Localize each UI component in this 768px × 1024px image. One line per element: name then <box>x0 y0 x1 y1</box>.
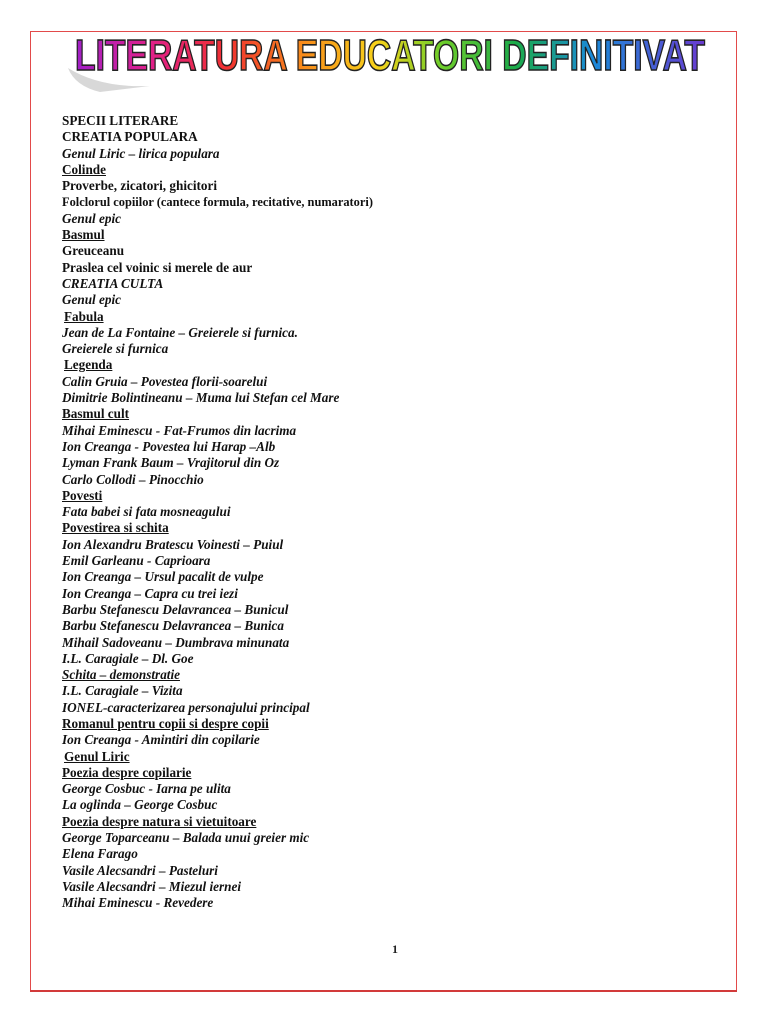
list-line: CREATIA POPULARA <box>62 129 198 145</box>
list-line: Folclorul copiilor (cantece formula, recitative, numaratori) <box>62 195 373 210</box>
literature-list <box>62 113 682 912</box>
title-banner <box>60 30 720 92</box>
list-line: Ion Creanga – Ursul pacalit de vulpe <box>62 569 264 585</box>
list-line: Ion Creanga – Capra cu trei iezi <box>62 585 238 601</box>
list-line: Genul epic <box>62 210 121 226</box>
list-line: Vasile Alecsandri – Pasteluri <box>62 862 218 878</box>
list-line: Ion Alexandru Bratescu Voinesti – Puiul <box>62 536 284 552</box>
list-line: Ion Creanga - Amintiri din copilarie <box>62 732 260 748</box>
list-line: Elena Farago <box>62 846 138 862</box>
list-line: Basmul cult <box>62 406 130 422</box>
list-line: Dimitrie Bolintineanu – Muma lui Stefan cel Mare <box>62 390 340 406</box>
list-line: Legenda <box>64 357 113 373</box>
list-line: Praslea cel voinic si merele de aur <box>62 259 253 275</box>
list-line: Genul Liric <box>64 748 130 764</box>
list-line: Poezia despre natura si vietuitoare <box>62 813 257 829</box>
list-line: Vasile Alecsandri – Miezul iernei <box>62 878 242 894</box>
list-line: Barbu Stefanescu Delavrancea – Bunicul <box>62 601 289 617</box>
list-line: Lyman Frank Baum – Vrajitorul din Oz <box>62 455 280 471</box>
list-line: Povestirea si schita <box>62 520 169 536</box>
list-line: Mihai Eminescu - Revedere <box>62 895 214 911</box>
list-line: Poezia despre copilarie <box>62 764 192 780</box>
list-line: Greierele si furnica <box>62 341 169 357</box>
list-line: Jean de La Fontaine – Greierele si furnica. <box>62 324 298 340</box>
list-line: Greuceanu <box>62 243 125 259</box>
list-line: George Cosbuc - Iarna pe ulita <box>62 781 231 797</box>
list-line: George Toparceanu – Balada unui greier mic <box>62 830 310 846</box>
list-line: IONEL-caracterizarea personajului principal <box>62 699 310 715</box>
list-line: Ion Creanga - Povestea lui Harap –Alb <box>62 438 276 454</box>
list-line: Fata babei si fata mosneagului <box>62 504 231 520</box>
list-line: CREATIA CULTA <box>62 275 164 291</box>
page-number: 1 <box>392 942 398 956</box>
list-line: Povesti <box>62 487 103 503</box>
list-line: Romanul pentru copii si despre copii <box>62 715 269 731</box>
page-bottom-rule <box>30 990 737 992</box>
list-line: I.L. Caragiale – Dl. Goe <box>62 650 194 666</box>
list-line: Calin Gruia – Povestea florii-soarelui <box>62 373 268 389</box>
list-line: SPECII LITERARE <box>62 113 179 128</box>
list-line: Genul Liric – lirica populara <box>62 145 220 161</box>
list-line: Mihai Eminescu - Fat-Frumos din lacrima <box>62 422 297 438</box>
list-line: Mihail Sadoveanu – Dumbrava minunata <box>62 634 290 650</box>
list-line: Schita – demonstratie <box>62 667 180 683</box>
list-line: I.L. Caragiale – Vizita <box>62 683 183 699</box>
list-line: Genul epic <box>62 292 121 308</box>
list-line: Fabula <box>64 308 104 324</box>
title-banner-text: LITERATURA EDUCATORI DEFINITIVAT <box>75 31 706 80</box>
list-line: Barbu Stefanescu Delavrancea – Bunica <box>62 618 284 634</box>
list-line: La oglinda – George Cosbuc <box>62 797 218 813</box>
list-line: Emil Garleanu - Caprioara <box>62 553 211 569</box>
list-line: Proverbe, zicatori, ghicitori <box>62 178 218 194</box>
list-line: Colinde <box>62 161 106 177</box>
list-line: Basmul <box>62 227 105 243</box>
list-line: Carlo Collodi – Pinocchio <box>62 471 204 487</box>
